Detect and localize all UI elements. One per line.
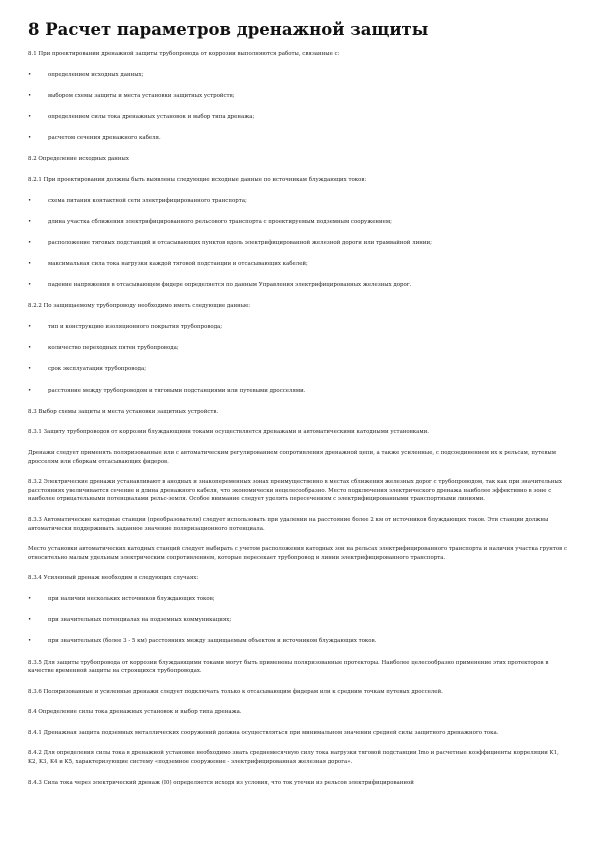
bullet-item xyxy=(28,239,569,248)
bullet-marker: • xyxy=(28,282,32,289)
bullet-text: расчетом сечения дренажного кабеля. xyxy=(48,135,161,142)
paragraph: 8.3.5 Для защиты трубопровода от коррозии блуждающими токами могут быть применены поляризованные протекторы. Наиболее целесообразно применение этих протекторов в качестве временной защиты на строящихся трубопроводах. xyxy=(28,659,549,675)
bullet-item xyxy=(28,616,569,625)
bullet-marker: • xyxy=(28,638,32,645)
page-title: 8 Расчет параметров дренажной защиты xyxy=(28,20,429,39)
bullet-item xyxy=(28,134,569,143)
bullet-text: при значительных потенциалах на подземных коммуникациях; xyxy=(48,617,232,624)
bullet-item xyxy=(28,365,569,374)
paragraph: 8.4.2 Для определения силы тока в дренажной установке необходимо знать среднемесячную силу тока нагрузки тяговой подстанции Imo и расчетные коэффициенты корреляции K1, K2, K3, K4 и K5, характеризующие систему «подземное сооружение - электрифицированная железная дорога». xyxy=(28,750,559,766)
bullet-marker: • xyxy=(28,239,32,246)
bullet-item xyxy=(28,113,569,122)
bullet-marker: • xyxy=(28,113,32,120)
bullet-text: при наличии нескольких источников блуждающих токов; xyxy=(48,595,215,602)
bullet-marker: • xyxy=(28,261,32,268)
paragraph: 8.4.1 Дренажная защита подземных металлических сооружений должна осуществляться при минимальном значении средней силы защитного дренажного тока. xyxy=(28,729,499,736)
bullet-item xyxy=(28,637,569,646)
bullet-text: падение напряжения в отсасывающем фидере определяется по данным Управления электрифицированных железных дорог. xyxy=(48,282,412,289)
paragraph: 8.2.2 По защищаемому трубопроводу необходимо иметь следующие данные: xyxy=(28,303,251,310)
bullet-item xyxy=(28,595,569,604)
paragraph: Дренажи следует применять поляризованные или с автоматическим регулированием сопротивления дренажной цепи, а также усиленные, с подсоединением их к рельсам, путевым дросселям или сборкам отсасывающих фидеров. xyxy=(28,450,556,465)
bullet-marker: • xyxy=(28,92,32,99)
bullet-item xyxy=(28,92,569,101)
paragraph: 8.1 При проектировании дренажной защиты трубопровода от коррозии выполняются работы, связанные с: xyxy=(28,51,340,57)
paragraph: 8.2 Определение исходных данных xyxy=(28,156,129,163)
paragraph: 8.4 Определение силы тока дренажных установок и выбор типа дренажа. xyxy=(28,709,242,716)
paragraph: Место установки автоматических катодных станций следует выбирать с учетом расположения катодных зон на рельсах электрифицированного транспорта и наличия участка грунтов с относительно малым удельным электрическим сопротивлением, которые пересекает трубопровод и линии электрифицированного транспорта. xyxy=(28,546,568,561)
bullet-marker: • xyxy=(28,197,32,204)
paragraph: 8.4.3 Сила тока через электрический дренаж (I0) определяется исходя из условия, что ток утечки из рельсов электрифицированной xyxy=(28,779,414,786)
bullet-text: расстояние между трубопроводом и тяговыми подстанциями или путевыми дросселями. xyxy=(48,387,306,394)
paragraph: 8.3.4 Усиленный дренаж необходим в следующих случаях: xyxy=(28,575,199,582)
bullet-item xyxy=(28,344,569,353)
document-body xyxy=(28,50,569,787)
bullet-item xyxy=(28,281,569,290)
bullet-item xyxy=(28,197,569,206)
paragraph: 8.3 Выбор схемы защиты и места установки защитных устройств. xyxy=(28,408,219,415)
bullet-marker: • xyxy=(28,366,32,373)
bullet-marker: • xyxy=(28,135,32,142)
bullet-text: определением исходных данных; xyxy=(48,71,144,78)
paragraph: 8.3.6 Поляризованные и усиленные дренажи следует подключать только к отсасывающим фидерам или к средним точкам путевых дросселей. xyxy=(28,688,443,695)
bullet-marker: • xyxy=(28,71,32,78)
bullet-text: количество переходных пятен трубопровода; xyxy=(48,345,179,352)
bullet-text: максимальная сила тока нагрузки каждой тяговой подстанции и отсасывающих кабелей; xyxy=(48,261,308,268)
paragraph: 8.3.2 Электрические дренажи устанавливают в анодных и знакопеременных зонах преимущественно в местах сближения железных дорог с трубопроводом, так как при значительных расстояниях увеличивается сечение и длина дренажного кабеля, что экономически нецелесообразно. Место подключения электрического дренажа наиболее эффективно в зоне с наиболее отрицательными потенциалами рельс-земля. Особое внимание следует уделять пересечениям с электрифицированными транспортными линиями. xyxy=(28,479,562,503)
bullet-text: выбором схемы защиты и места установки защитных устройств; xyxy=(48,92,235,99)
bullet-item xyxy=(28,387,569,396)
bullet-text: расположение тяговых подстанций и отсасывающих пунктов вдоль электрифицированной железной дороги или трамвайной линии; xyxy=(48,239,432,246)
bullet-item xyxy=(28,260,569,269)
bullet-text: при значительных (более 3 - 5 км) расстояниях между защищаемым объектом и источником блуждающих токов. xyxy=(48,638,377,645)
bullet-item xyxy=(28,323,569,332)
bullet-marker: • xyxy=(28,345,32,352)
bullet-text: длина участка сближения электрифицированного рельсового транспорта с проектируемым подземным сооружением; xyxy=(48,218,392,225)
bullet-text: тип и конструкцию изоляционного покрытия трубопровода; xyxy=(48,324,223,331)
bullet-marker: • xyxy=(28,617,32,624)
bullet-text: схема питания контактной сети электрифицированного транспорта; xyxy=(48,197,247,204)
paragraph: 8.3.1 Защиту трубопроводов от коррозии блуждающими токами осуществляется дренажами и автоматическими катодными установками. xyxy=(28,429,429,436)
bullet-text: срок эксплуатации трубопровода; xyxy=(48,366,147,373)
bullet-item xyxy=(28,218,569,227)
bullet-marker: • xyxy=(28,387,32,394)
bullet-text: определением силы тока дренажных установок и выбор типа дренажа; xyxy=(48,113,255,120)
bullet-marker: • xyxy=(28,218,32,225)
bullet-marker: • xyxy=(28,595,32,602)
bullet-marker: • xyxy=(28,324,32,331)
paragraph: 8.2.1 При проектировании должны быть выявлены следующие исходные данные по источникам блуждающих токов: xyxy=(28,176,367,183)
bullet-item xyxy=(28,71,569,80)
paragraph: 8.3.3 Автоматические катодные станции (преобразователи) следует использовать при удалении на расстояние более 2 км от источников блуждающих токов. Эти станции должны автоматически поддерживать заданное значение поляризационного потенциала. xyxy=(28,516,549,532)
